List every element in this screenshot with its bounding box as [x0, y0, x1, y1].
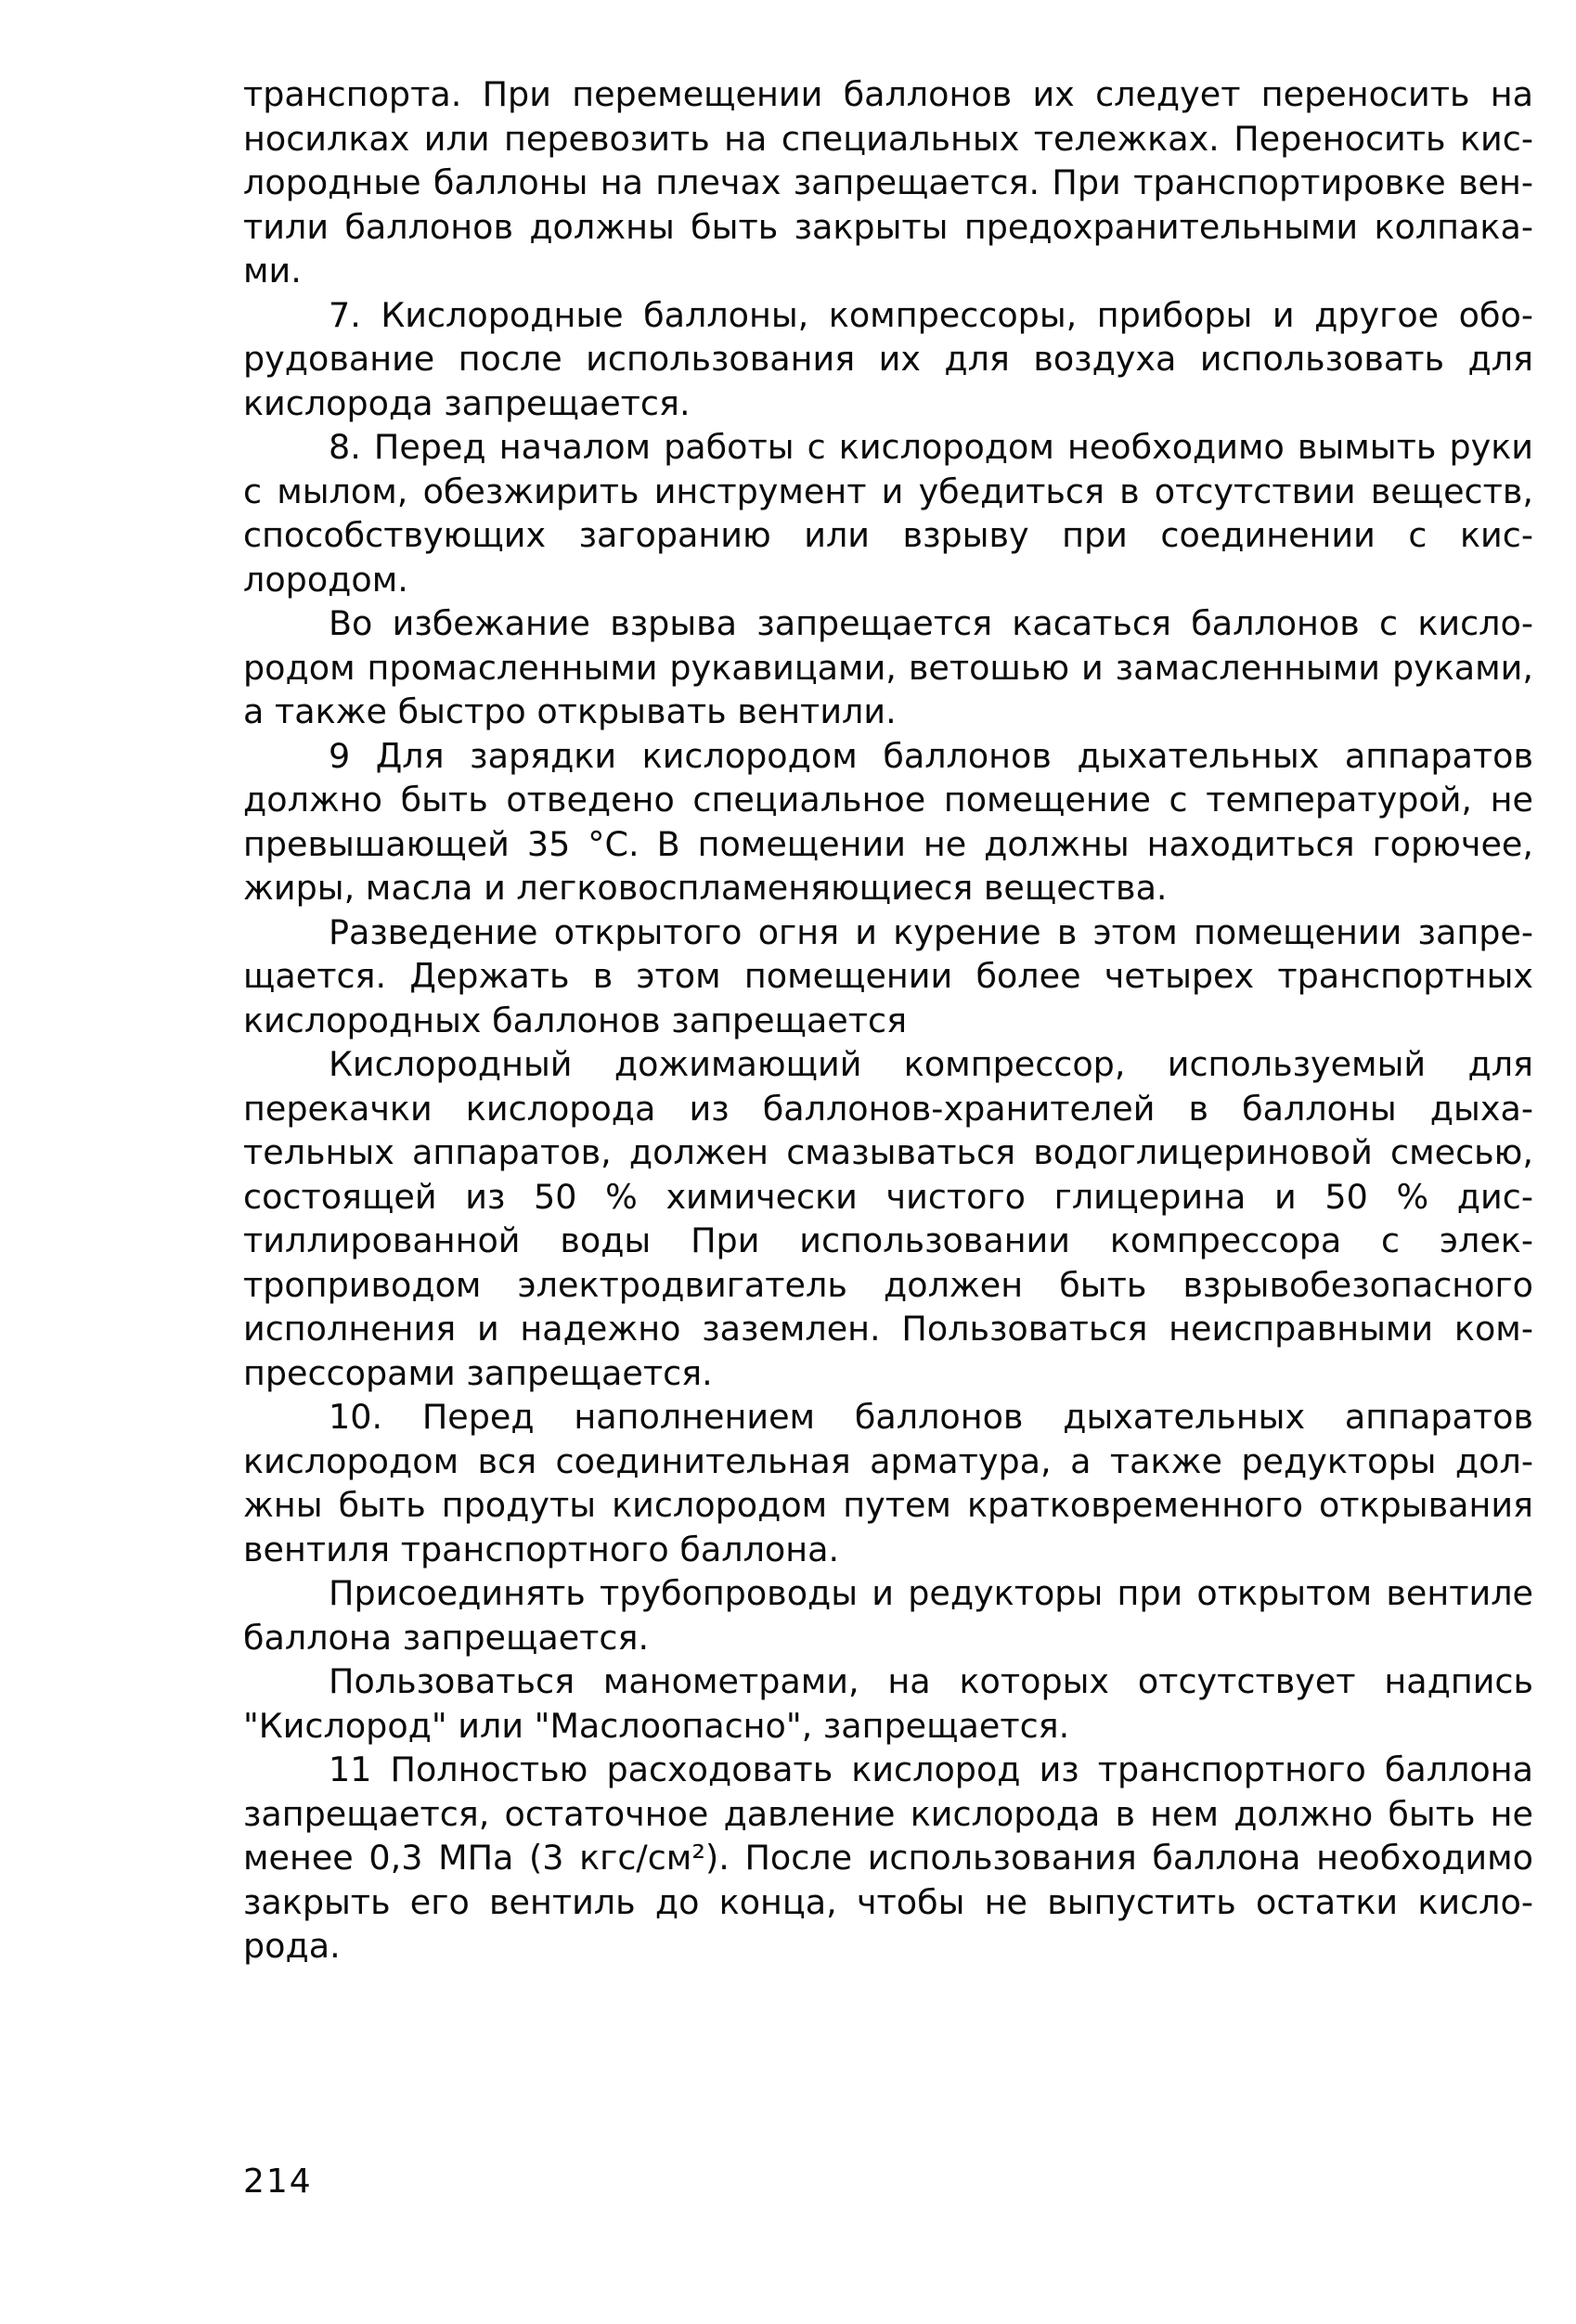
text-line: запрещается, остаточное давление кислорода в нем должно быть не — [243, 1793, 1533, 1834]
text-line: лородные баллоны на плечах запрещается. При транспортировке вен- — [243, 162, 1533, 202]
text-line: Присоединять трубопроводы и редукторы при открытом вентиле — [329, 1573, 1533, 1613]
text-line: 8. Перед началом работы с кислородом необходимо вымыть руки — [329, 427, 1533, 467]
text-line: Разведение открытого огня и курение в этом помещении запре- — [329, 911, 1533, 952]
text-line: жиры, масла и легковоспламеняющиеся вещества. — [243, 868, 1168, 908]
text-line: менее 0,3 МПа (3 кгс/см²). После использования баллона необходимо — [243, 1838, 1533, 1878]
text-line: рода. — [243, 1926, 341, 1966]
text-line: тиллированной воды При использовании компрессора с элек- — [243, 1220, 1533, 1260]
paragraph — [243, 1659, 1533, 1748]
text-line: 7. Кислородные баллоны, компрессоры, приборы и другое обо- — [329, 294, 1533, 335]
text-line: исполнения и надежно заземлен. Пользоваться неисправными ком- — [243, 1309, 1533, 1349]
text-line: а также быстро открывать вентили. — [243, 691, 897, 731]
text-line: жны быть продуты кислородом путем кратковременного открывания — [243, 1485, 1533, 1525]
body-text — [243, 72, 1533, 1969]
text-line: тельных аппаратов, должен смазываться водоглицериновой смесью, — [243, 1132, 1533, 1172]
text-line: 11 Полностью расходовать кислород из транспортного баллона — [329, 1749, 1533, 1789]
text-line: должно быть отведено специальное помещение с температурой, не — [243, 780, 1533, 820]
text-line: с мылом, обезжирить инструмент и убедиться в отсутствии веществ, — [243, 471, 1533, 511]
text-line: закрыть его вентиль до конца, чтобы не выпустить остатки кисло- — [243, 1881, 1533, 1922]
text-line: 10. Перед наполнением баллонов дыхательных аппаратов — [329, 1397, 1533, 1437]
text-line: "Кислород" или "Маслоопасно", запрещается. — [243, 1705, 1070, 1746]
page-number: 214 — [243, 2163, 313, 2201]
book-page — [243, 72, 1533, 2281]
paragraph — [243, 734, 1533, 910]
text-line: Кислородный дожимающий компрессор, используемый для — [329, 1044, 1533, 1084]
text-line: лородом. — [243, 559, 408, 600]
text-line: Во избежание взрыва запрещается касаться баллонов с кисло- — [329, 603, 1533, 643]
text-line: щается. Держать в этом помещении более четырех транспортных — [243, 956, 1533, 996]
text-line: рудование после использования их для воздуха использовать для — [243, 339, 1533, 379]
text-line: состоящей из 50 % химически чистого глицерина и 50 % дис- — [243, 1176, 1533, 1217]
text-line: носилках или перевозить на специальных тележках. Переносить кис- — [243, 118, 1533, 159]
text-line: тили баллонов должны быть закрыты предохранительными колпака- — [243, 206, 1533, 247]
text-line: кислородных баллонов запрещается — [243, 1000, 908, 1040]
text-line: перекачки кислорода из баллонов-хранителей в баллоны дыха- — [243, 1088, 1533, 1129]
text-line: кислорода запрещается. — [243, 382, 691, 423]
paragraph — [243, 1748, 1533, 1969]
text-line: баллона запрещается. — [243, 1617, 650, 1658]
text-line: превышающей 35 °С. В помещении не должны находиться горючее, — [243, 823, 1533, 864]
text-line: способствующих загоранию или взрыву при соединении с кис- — [243, 515, 1533, 555]
text-line: троприводом электродвигатель должен быть взрывобезопасного — [243, 1264, 1533, 1305]
paragraph — [243, 1395, 1533, 1571]
text-line: родом промасленными рукавицами, ветошью и замасленными руками, — [243, 647, 1533, 688]
paragraph — [243, 1042, 1533, 1395]
paragraph — [243, 601, 1533, 734]
paragraph — [243, 910, 1533, 1043]
paragraph — [243, 293, 1533, 426]
text-line: 9 Для зарядки кислородом баллонов дыхательных аппаратов — [329, 735, 1533, 776]
text-line: вентиля транспортного баллона. — [243, 1529, 840, 1569]
text-line: Пользоваться манометрами, на которых отсутствует надпись — [329, 1661, 1533, 1701]
text-line: ми. — [243, 251, 302, 290]
text-line: кислородом вся соединительная арматура, а также редукторы дол- — [243, 1440, 1533, 1481]
paragraph — [243, 1571, 1533, 1659]
paragraph — [243, 72, 1533, 293]
text-line: прессорами запрещается. — [243, 1352, 713, 1393]
paragraph — [243, 425, 1533, 601]
text-line: транспорта. При перемещении баллонов их следует переносить на — [243, 74, 1533, 114]
